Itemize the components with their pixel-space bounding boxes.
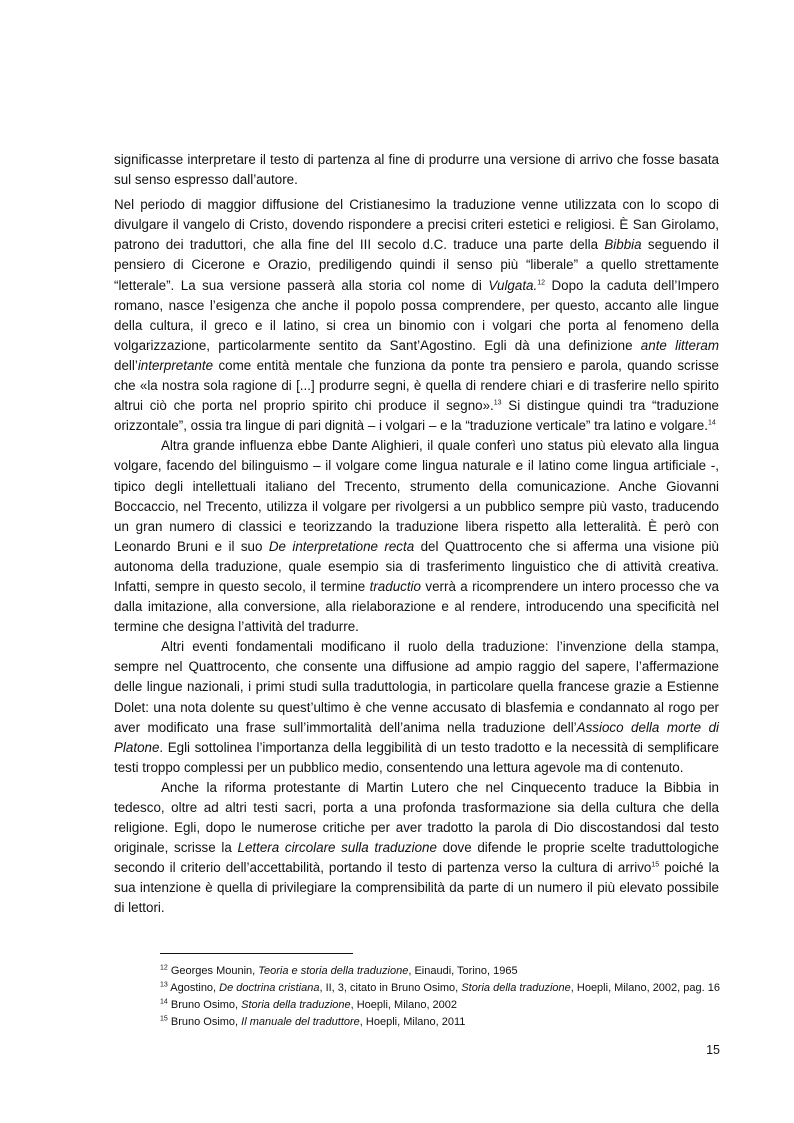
italic-text: Storia della traduzione [461, 982, 571, 994]
text-run: . Egli sottolinea l’importanza della leggibilità di un testo tradotto e la necessità di semplificare testi troppo complessi per un pubblico medio, consentendo una lettura agevole ma di contenuto. [114, 739, 719, 775]
italic-text: traductio [369, 578, 421, 594]
text-run: , Hoepli, Milano, 2002 [350, 999, 458, 1011]
paragraph [114, 778, 719, 919]
footnote-ref: 15 [651, 861, 660, 869]
italic-text: Teoria e storia della traduzione [258, 965, 409, 977]
text-run: Nel periodo di maggior diffusione del Cristianesimo la traduzione venne utilizzata con lo scopo di divulgare il vangelo di Cristo, dovendo rispondere a precisi criteri estetici e religiosi. È San Girolamo, patrono dei traduttori, che alla fine del III secolo d.C. traduce una parte della [114, 197, 719, 253]
italic-text: Assioco della morte di Platone [114, 719, 719, 755]
text-run: , Einaudi, Torino, 1965 [408, 965, 518, 977]
text-run: come entità mentale che funziona da ponte tra pensiero e parola, quando scrisse che «la nostra sola ragione di [...] produrre segni, è quella di rendere chiari e di trasferire nello spirito altrui ciò che porta nel proprio spirito chi produce il segno». [114, 357, 719, 414]
text-run: Bruno Osimo, [167, 1016, 242, 1028]
text-run: , Hoepli, Milano, 2002, pag. 16 [570, 982, 720, 994]
body-text [114, 150, 719, 919]
page-number: 15 [706, 1043, 720, 1057]
italic-text: Lettera circolare sulla traduzione [237, 840, 437, 856]
footnote [160, 1014, 720, 1031]
italic-text: Storia della traduzione [241, 999, 351, 1011]
text-run: Agostino, [167, 982, 220, 994]
text-run: dell’ [114, 357, 138, 373]
paragraph [114, 195, 719, 436]
text-run: Georges Mounin, [167, 965, 259, 977]
text-run: Altri eventi fondamentali modificano il ruolo della traduzione: l’invenzione della stampa, sempre nel Quattrocento, che consente una diffusione ad ampio raggio del sapere, l’affermazione delle lingue nazionali, i primi studi sulla traduttologia, in particolare quella francese grazie a Estienne Dolet: una nota dolente su quest’ultimo è che venne accusato di blasfemia e condannato al rogo per aver modificato una frase sull’immortalità dell’anima nella traduzione dell’ [114, 639, 719, 735]
text-run: seguendo il pensiero di Cicerone e Orazio, prediligendo quindi il senso più “liberale” a quello strettamente “letterale”. La sua versione passerà alla storia col nome di [114, 237, 719, 293]
italic-text: De doctrina cristiana [219, 982, 320, 994]
text-run: Altra grande influenza ebbe Dante Alighieri, il quale conferì uno status più elevato alla lingua volgare, facendo del bilinguismo – il volgare come lingua naturale e il latino come lingua artificiale -, tipico degli intellettuali italiano del Trecento, strumento della comunicazione. Anche Giovanni Boccaccio, nel Trecento, utilizza il volgare per rivolgersi a un pubblico sempre più vasto, traducendo un gran numero di classici e teorizzando la traduzione libera rispetto alla letteralità. È però con Leonardo Bruni e il suo [114, 438, 719, 554]
paragraph [114, 436, 719, 637]
footnote-ref: 12 [537, 279, 546, 287]
italic-text: Il manuale del traduttore [241, 1016, 360, 1028]
italic-text: interpretante [137, 357, 214, 373]
footnote-ref: 15 [160, 1015, 168, 1023]
text-run: del Quattrocento che si afferma una visione più autonoma della traduzione, quale esempio sia di trasferimento linguistico che di attività creativa. Infatti, sempre in questo secolo, il termine [114, 538, 719, 594]
italic-text: Bibbia [604, 237, 642, 253]
footnotes [160, 963, 720, 1031]
text-run: significasse interpretare il testo di partenza al fine di produrre una versione di arrivo che fosse basata sul senso espresso dall’autore. [114, 152, 719, 188]
footnote-ref: 14 [160, 998, 168, 1006]
text-run: Si distingue quindi tra “traduzione orizzontale”, ossia tra lingue di pari dignità – i volgari – e la “traduzione verticale” tra latino e volgare. [114, 398, 719, 434]
paragraph [114, 637, 719, 778]
footnote-ref: 14 [707, 419, 716, 427]
text-run: , Hoepli, Milano, 2011 [359, 1016, 466, 1028]
italic-text: Vulgata. [488, 277, 538, 293]
text-run: verrà a ricomprendere un intero processo che va dalla imitazione, alla conversione, alla rielaborazione e al rendere, introducendo una specificità nel termine che designa l’attività del tradurre. [114, 578, 719, 635]
footnote [160, 997, 720, 1014]
text-run: poiché la sua intenzione è quella di privilegiare la comprensibilità da parte di un numero il più elevato possibile di lettori. [114, 860, 719, 916]
text-run: Bruno Osimo, [167, 999, 242, 1011]
footnote-ref: 13 [160, 981, 168, 989]
footnote [160, 980, 720, 997]
italic-text: De interpretatione recta [268, 538, 415, 554]
text-run: Anche la riforma protestante di Martin Lutero che nel Cinquecento traduce la Bibbia in tedesco, oltre ad altri testi sacri, porta a una profonda trasformazione sia della cultura che della religione. Egli, dopo le numerose critiche per aver tradotto la parola di Dio discostandosi dal testo originale, scrisse la [114, 779, 719, 856]
text-run: dove difende le proprie scelte traduttologiche secondo il criterio dell’accettabilità, portando il testo di partenza verso la cultura di arrivo [114, 840, 719, 876]
footnote-separator [160, 953, 353, 954]
footnote-ref: 13 [493, 399, 502, 407]
footnote [160, 963, 720, 980]
paragraph [114, 150, 719, 190]
footnote-ref: 12 [160, 964, 168, 972]
text-run: Dopo la caduta dell’Impero romano, nasce l’esigenza che anche il popolo possa comprendere, per questo, accanto alle lingue della cultura, il greco e il latino, si crea un binomio con i volgari che porta al fenomeno della volgarizzazione, particolarmente sentito da Sant’Agostino. Egli dà una definizione [114, 277, 720, 353]
italic-text: ante litteram [640, 337, 720, 353]
text-run: , II, 3, citato in Bruno Osimo, [319, 982, 462, 994]
